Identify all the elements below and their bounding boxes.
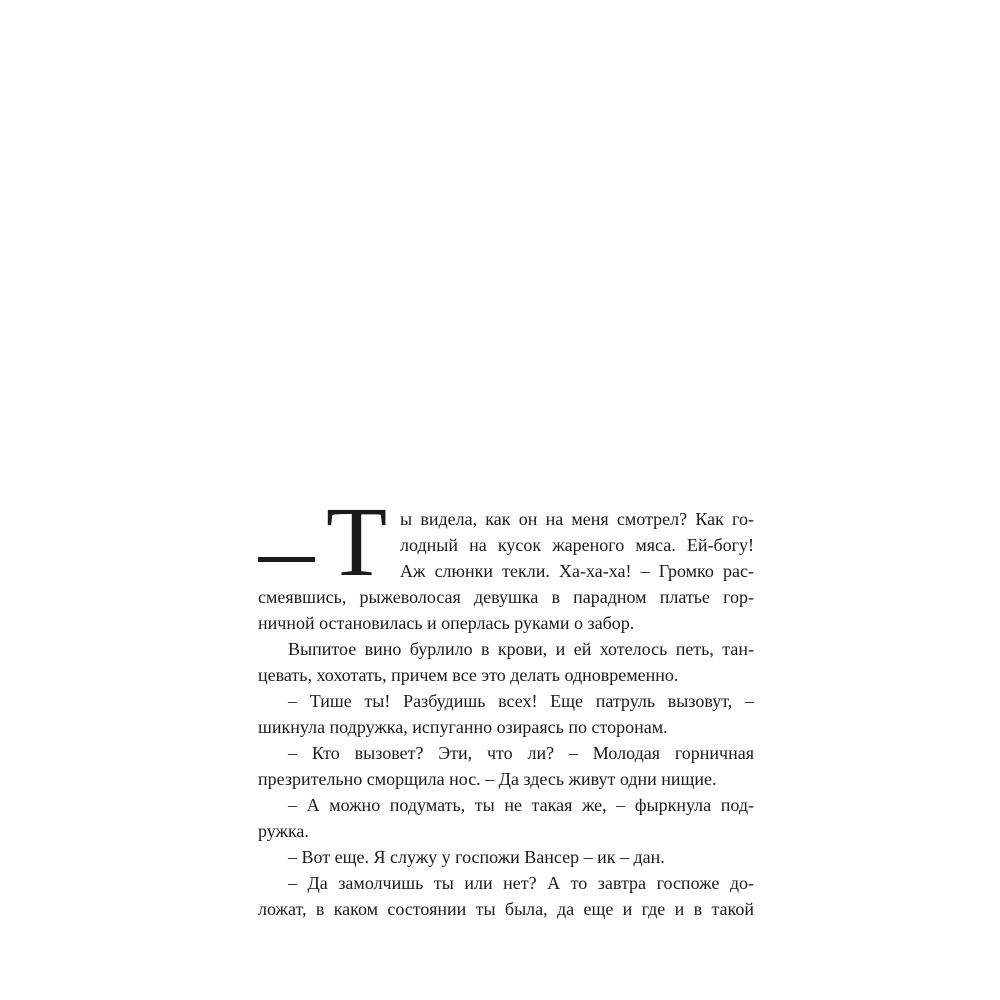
text-line: ы видела, как он на меня смотрел? Как го- <box>400 509 754 529</box>
text-line: Выпитое вино бурлило в крови, и ей хотелось петь, тан- <box>288 639 754 659</box>
text-line: – Да замолчишь ты или нет? А то завтра госпоже до- <box>288 873 754 893</box>
text-line: Аж слюнки текли. Ха-ха-ха! – Громко рас- <box>400 561 754 581</box>
text-line: ничной остановилась и оперлась руками о забор. <box>258 613 635 633</box>
text-line: смеявшись, рыжеволосая девушка в парадном платье гор- <box>258 587 754 607</box>
text-line: презрительно сморщила нос. – Да здесь живут одни нищие. <box>258 769 717 789</box>
text-line: цевать, хохотать, причем все это делать одновременно. <box>258 665 679 685</box>
text-line: лодный на кусок жареного мяса. Ей-богу! <box>400 535 754 555</box>
text-line: – Вот еще. Я служу у госпожи Вансер – ик – дан. <box>288 847 665 867</box>
drop-cap-letter: Т <box>326 486 388 597</box>
text-line: – Тише ты! Разбудишь всех! Еще патруль вызовут, – <box>288 691 754 711</box>
body-text <box>258 486 754 922</box>
text-line: шикнула подружка, испуганно озираясь по сторонам. <box>258 717 668 737</box>
drop-cap-block <box>258 486 398 597</box>
text-line: ружка. <box>258 821 309 841</box>
dialogue-dash <box>258 557 315 562</box>
text-line: – Кто вызовет? Эти, что ли? – Молодая горничная <box>288 743 754 763</box>
text-line: – А можно подумать, ты не такая же, – фыркнула под- <box>288 795 754 815</box>
text-line: ложат, в каком состоянии ты была, да еще и где и в такой <box>258 899 754 919</box>
